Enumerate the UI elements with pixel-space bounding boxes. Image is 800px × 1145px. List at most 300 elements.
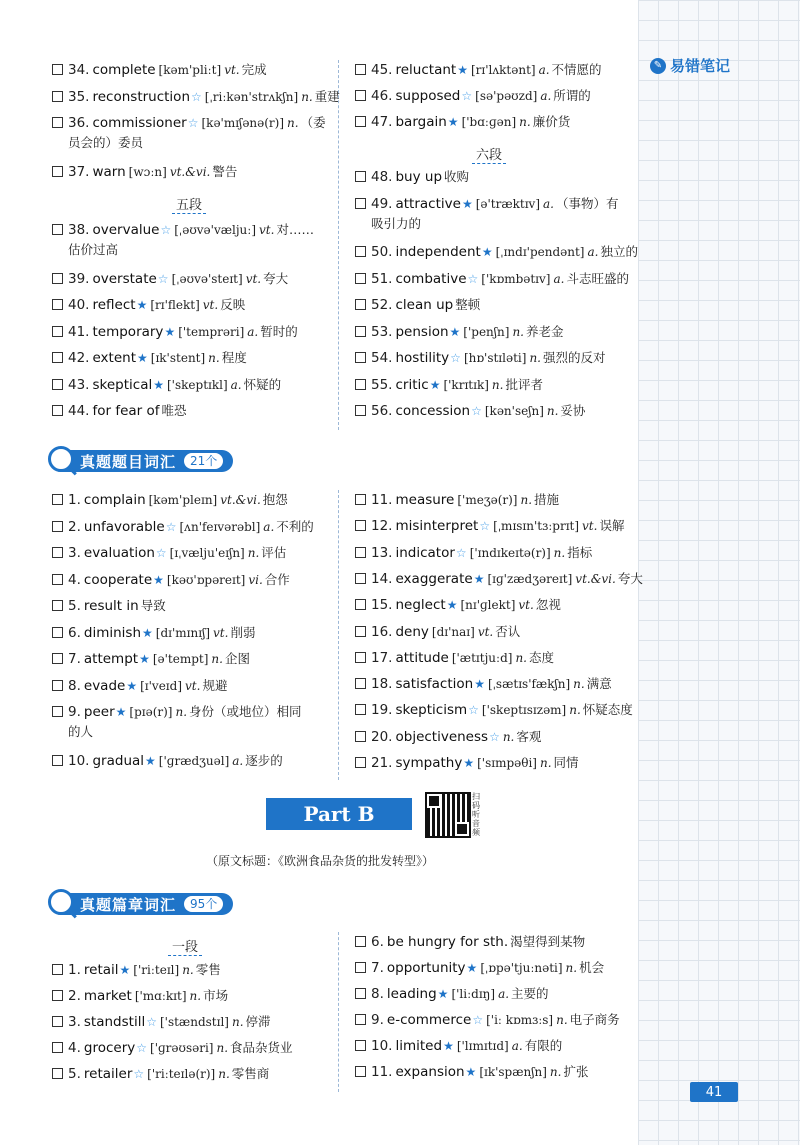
entry-number: 3. [68, 1014, 81, 1030]
entry-word: temporary [92, 323, 164, 340]
vocab-entry [355, 753, 579, 773]
entry-number: 12. [371, 518, 393, 535]
star-icon: ★ [153, 377, 164, 392]
entry-definition: 评估 [261, 545, 287, 560]
checkbox-icon[interactable] [355, 704, 366, 715]
qr-code-icon[interactable] [425, 792, 471, 838]
entry-word: peer [83, 704, 115, 720]
entry-definition: 客观 [516, 728, 542, 744]
entry-number: 1. [68, 962, 81, 978]
checkbox-icon[interactable] [52, 680, 63, 691]
star-outline-icon: ☆ [450, 351, 461, 365]
vocab-entry [355, 490, 559, 510]
entry-phonetic: ['krɪtɪk] [443, 377, 489, 392]
vocab-entry [355, 595, 561, 615]
entry-word: objectiveness [395, 728, 489, 745]
entry-number: 35. [68, 88, 90, 105]
checkbox-icon[interactable] [355, 520, 366, 531]
entry-word: exaggerate [395, 570, 473, 587]
checkbox-icon[interactable] [52, 224, 63, 235]
entry-word: retail [83, 962, 119, 978]
entry-phonetic: ['riːteɪlə(r)] [147, 1067, 216, 1081]
checkbox-icon[interactable] [52, 91, 63, 102]
entry-number: 46. [371, 88, 393, 104]
entry-phonetic: [pɪə(r)] [129, 705, 173, 719]
vocab-entry [355, 569, 643, 589]
entry-phonetic: ['skeptɪkl] [167, 377, 228, 392]
vocab-entry [355, 60, 602, 80]
entry-word: combative [395, 270, 467, 287]
entry-part-of-speech: n. [216, 1041, 229, 1055]
entry-word: cooperate [83, 571, 153, 588]
vocab-entry [52, 60, 267, 80]
entry-part-of-speech: a. [232, 753, 244, 768]
entry-part-of-speech: a. [263, 519, 275, 534]
entry-word: indicator [395, 544, 455, 561]
checkbox-icon[interactable] [52, 117, 63, 128]
entry-definition: 妥协 [560, 403, 586, 418]
star-icon: ★ [474, 677, 485, 692]
vocab-entry [52, 269, 288, 289]
entry-word: opportunity [386, 960, 466, 976]
checkbox-icon[interactable] [52, 299, 63, 310]
entry-definition: 渴望得到某物 [510, 934, 586, 949]
magnifier-icon [48, 889, 74, 915]
entry-phonetic: ['bɑːɡən] [461, 115, 517, 129]
error-notes-label: 易错笔记 [670, 57, 731, 75]
entry-definition: 态度 [528, 649, 554, 665]
section-count: 21个 [184, 453, 223, 469]
entry-word: retailer [83, 1066, 133, 1082]
star-icon: ★ [461, 196, 473, 211]
vocab-entry [355, 167, 469, 187]
entry-word: pension [395, 323, 449, 340]
star-icon: ★ [457, 63, 468, 77]
qr-caption: 扫码听音频 [472, 792, 480, 837]
entry-word: independent [395, 244, 481, 260]
star-outline-icon: ☆ [191, 89, 202, 104]
entry-word: market [83, 988, 132, 1004]
entry-phonetic: [ˌriːkən'strʌkʃn] [204, 89, 299, 104]
checkbox-icon[interactable] [355, 405, 366, 416]
entry-number: 54. [371, 350, 393, 366]
vocab-entry [52, 570, 290, 590]
checkbox-icon[interactable] [52, 990, 63, 1001]
entry-definition: 怀疑的 [243, 376, 282, 392]
checkbox-icon[interactable] [52, 521, 63, 532]
entry-number: 40. [68, 297, 90, 313]
entry-number: 9. [371, 1012, 384, 1028]
entry-number: 10. [68, 752, 90, 769]
checkbox-icon[interactable] [355, 116, 366, 127]
entry-definition: 零售商 [231, 1066, 270, 1081]
entry-definition: 满意 [586, 676, 612, 692]
checkbox-icon[interactable] [355, 757, 366, 768]
vocab-entry [355, 269, 629, 289]
star-icon: ★ [443, 1039, 454, 1053]
entry-number: 2. [68, 518, 81, 535]
entry-phonetic: ['ɡrædʒuəl] [158, 753, 230, 768]
entry-word: gradual [92, 752, 145, 769]
entry-definition: 否认 [495, 623, 521, 639]
vocab-entry [355, 401, 585, 421]
vocab-entry [355, 86, 591, 106]
entry-number: 6. [371, 934, 384, 950]
entry-phonetic: ['iː kɒmɜːs] [486, 1013, 554, 1027]
entry-part-of-speech: n. [546, 404, 559, 418]
entry-word: reconstruction [92, 88, 190, 105]
entry-definition: 所谓的 [553, 88, 591, 103]
checkbox-icon[interactable] [355, 547, 366, 558]
checkbox-icon[interactable] [52, 653, 63, 664]
entry-number: 39. [68, 270, 90, 287]
checkbox-icon[interactable] [52, 405, 63, 416]
checkbox-icon[interactable] [52, 273, 63, 284]
entry-part-of-speech: n. [565, 961, 578, 975]
entry-definition: 夸大 [617, 570, 643, 586]
checkbox-icon[interactable] [355, 246, 366, 257]
vocab-entry [355, 932, 585, 952]
checkbox-icon[interactable] [355, 1014, 366, 1025]
entry-phonetic: [ɪɡ'zædʒəreɪt] [487, 571, 573, 586]
checkbox-icon[interactable] [52, 352, 63, 363]
entry-definition: 食品杂货业 [230, 1040, 293, 1055]
entry-definition: 误解 [599, 518, 625, 534]
vocab-entry [52, 401, 187, 421]
entry-definition: 规避 [202, 677, 228, 693]
entry-definition: 整顿 [455, 297, 481, 312]
vocab-entry [52, 1038, 293, 1058]
entry-word: leading [386, 986, 437, 1002]
entry-number: 8. [68, 677, 81, 694]
entry-word: complain [83, 492, 146, 508]
entry-part-of-speech: n. [549, 1065, 562, 1079]
vocab-entry [52, 162, 237, 182]
checkbox-icon[interactable] [52, 1068, 63, 1079]
star-outline-icon: ☆ [157, 271, 169, 286]
vocab-entry [355, 674, 612, 694]
checkbox-icon[interactable] [355, 379, 366, 390]
entry-phonetic: [dɪ'mɪnɪʃ] [155, 625, 211, 640]
entry-number: 41. [68, 323, 90, 340]
entry-phonetic: [kə'mɪʃənə(r)] [201, 116, 285, 130]
entry-part-of-speech: a. [543, 196, 554, 211]
checkbox-icon[interactable] [52, 494, 63, 505]
star-outline-icon: ☆ [468, 703, 479, 718]
entry-number: 56. [371, 403, 393, 419]
entry-definition-continued: 员会的）委员 [68, 135, 144, 150]
checkbox-icon[interactable] [355, 326, 366, 337]
entry-part-of-speech: a. [230, 377, 242, 392]
entry-word: skepticism [395, 702, 468, 719]
star-icon: ★ [466, 961, 478, 975]
entry-phonetic: [ˌmɪsɪn'tɜːprɪt] [493, 519, 580, 534]
vocab-entry [52, 596, 166, 616]
checkbox-icon[interactable] [52, 574, 63, 585]
entry-definition: 逐步的 [245, 752, 283, 768]
vocab-entry [355, 727, 541, 747]
entry-definition: （委 [300, 115, 326, 130]
entry-definition: 收购 [444, 169, 470, 184]
star-outline-icon: ☆ [187, 116, 199, 130]
entry-definition-continued: 吸引力的 [371, 215, 422, 231]
checkbox-icon[interactable] [355, 198, 366, 209]
entry-word: attractive [395, 195, 461, 212]
entry-phonetic: [ˌəʊvə'steɪt] [171, 271, 243, 286]
section-header-passage-vocab [50, 893, 233, 915]
entry-word: clean up [395, 297, 454, 313]
star-outline-icon: ☆ [165, 519, 177, 534]
checkbox-icon[interactable] [52, 379, 63, 390]
entry-phonetic: ['skeptɪsɪzəm] [481, 703, 567, 718]
entry-word: expansion [395, 1064, 465, 1080]
entry-phonetic: ['sɪmpəθi] [477, 756, 537, 770]
vocab-entry [52, 375, 281, 395]
entry-number: 18. [371, 676, 393, 693]
entry-definition: 廉价货 [532, 114, 571, 129]
entry-definition: 完成 [241, 62, 267, 77]
error-notes-badge [650, 55, 730, 76]
entry-part-of-speech: n. [247, 546, 260, 560]
checkbox-icon[interactable] [355, 494, 366, 505]
entry-number: 42. [68, 350, 90, 366]
vocab-entry [52, 623, 255, 643]
vocab-entry [52, 87, 340, 107]
checkbox-icon[interactable] [355, 936, 366, 947]
checkbox-icon[interactable] [355, 678, 366, 689]
entry-phonetic: ['penʃn] [463, 324, 510, 339]
checkbox-icon[interactable] [355, 352, 366, 363]
vocab-entry [355, 1036, 562, 1056]
part-b-banner: Part B [266, 798, 412, 830]
entry-number: 15. [371, 597, 393, 614]
entry-word: standstill [83, 1014, 146, 1030]
vocab-entry [355, 322, 564, 342]
entry-number: 3. [68, 545, 81, 561]
entry-phonetic: [ɪk'stent] [150, 351, 206, 365]
entry-part-of-speech: n. [515, 650, 527, 665]
checkbox-icon[interactable] [355, 1066, 366, 1077]
entry-definition: 批评者 [505, 376, 543, 392]
vocab-entry [355, 648, 554, 668]
checkbox-icon[interactable] [355, 1040, 366, 1051]
entry-phonetic: [kəʊ'ɒpəreɪt] [166, 572, 246, 587]
entry-phonetic: ['stændstɪl] [159, 1015, 229, 1029]
entry-definition: 电子商务 [569, 1012, 620, 1027]
entry-definition: 主要的 [511, 986, 549, 1001]
entry-part-of-speech: n. [211, 652, 223, 666]
column-divider [338, 932, 339, 1092]
checkbox-icon[interactable] [52, 755, 63, 766]
entry-part-of-speech: n. [553, 545, 566, 560]
star-icon: ★ [126, 678, 138, 693]
star-outline-icon: ☆ [471, 404, 482, 418]
entry-phonetic: ['mɑːkɪt] [134, 989, 187, 1003]
entry-part-of-speech: vi. [248, 572, 263, 587]
checkbox-icon[interactable] [52, 1016, 63, 1027]
checkbox-icon[interactable] [355, 273, 366, 284]
entry-number: 19. [371, 702, 393, 719]
entry-part-of-speech: vt. [477, 624, 494, 639]
star-outline-icon: ☆ [489, 729, 500, 744]
checkbox-icon[interactable] [355, 90, 366, 101]
star-outline-icon: ☆ [133, 1067, 145, 1081]
checkbox-icon[interactable] [52, 1042, 63, 1053]
entry-number: 13. [371, 544, 393, 561]
star-outline-icon: ☆ [146, 1015, 157, 1029]
entry-word: warn [92, 163, 126, 180]
entry-definition: 斗志旺盛的 [566, 270, 629, 286]
entry-phonetic: [kəm'pleɪn] [148, 493, 218, 507]
entry-number: 16. [371, 623, 393, 640]
checkbox-icon[interactable] [355, 731, 366, 742]
entry-number: 4. [68, 1040, 81, 1056]
entry-number: 11. [371, 492, 393, 508]
entry-definition: 不利的 [276, 518, 314, 534]
checkbox-icon[interactable] [355, 962, 366, 973]
entry-phonetic: [ɪˌvælju'eɪʃn] [169, 546, 245, 560]
checkbox-icon[interactable] [355, 626, 366, 637]
entry-definition: 市场 [203, 988, 229, 1003]
checkbox-icon[interactable] [355, 171, 366, 182]
star-outline-icon: ☆ [136, 1041, 148, 1055]
grid-paper-margin [638, 0, 800, 1145]
checkbox-icon[interactable] [52, 326, 63, 337]
vocab-entry [52, 702, 332, 742]
vocab-entry [52, 751, 283, 771]
entry-word: limited [395, 1038, 443, 1054]
entry-part-of-speech: n. [189, 989, 202, 1003]
entry-number: 50. [371, 244, 393, 260]
vocab-entry [52, 490, 288, 510]
entry-number: 1. [68, 492, 81, 508]
entry-number: 10. [371, 1038, 393, 1054]
entry-word: attempt [83, 651, 139, 667]
pen-circle-icon: ✎ [650, 58, 666, 74]
entry-word: be hungry for sth. [386, 934, 509, 950]
entry-definition: 怀疑态度 [582, 702, 633, 718]
entry-number: 14. [371, 570, 393, 587]
star-icon: ★ [447, 115, 459, 129]
entry-word: bargain [395, 114, 447, 130]
entry-part-of-speech: vt. [582, 519, 598, 534]
paragraph-label-6: 六段 [472, 144, 506, 164]
vocab-entry [52, 676, 227, 696]
star-icon: ★ [446, 598, 458, 613]
vocab-entry [52, 113, 332, 153]
entry-number: 21. [371, 755, 393, 771]
paragraph-label-1: 一段 [168, 936, 202, 956]
vocab-entry [355, 516, 624, 536]
entry-word: skeptical [92, 376, 153, 393]
star-icon: ★ [481, 245, 493, 259]
entry-part-of-speech: n. [491, 377, 504, 392]
entry-phonetic: [dɪ'naɪ] [431, 624, 475, 639]
checkbox-icon[interactable] [52, 547, 63, 558]
entry-number: 20. [371, 728, 393, 745]
vocab-entry [355, 242, 638, 262]
entry-definition: 夸大 [263, 270, 289, 286]
entry-number: 44. [68, 403, 90, 419]
entry-part-of-speech: n. [287, 116, 299, 130]
checkbox-icon[interactable] [355, 599, 366, 610]
entry-word: overvalue [92, 222, 160, 238]
entry-part-of-speech: n. [502, 729, 515, 744]
entry-phonetic: ['ɡrəʊsəri] [150, 1041, 214, 1055]
star-icon: ★ [473, 571, 485, 586]
vocab-entry [52, 649, 250, 669]
entry-definition: 不情愿的 [551, 62, 602, 77]
entry-number: 43. [68, 376, 90, 393]
entry-word: evaluation [83, 545, 155, 561]
entry-phonetic: [hɒ'stɪləti] [463, 351, 527, 365]
checkbox-icon[interactable] [355, 988, 366, 999]
vocab-entry [355, 700, 633, 720]
entry-definition: 养老金 [526, 323, 564, 339]
section-title: 真题篇章词汇 [80, 895, 177, 914]
vocab-entry [355, 958, 604, 978]
entry-part-of-speech: vt. [259, 223, 275, 237]
entry-phonetic: [ɪ'veɪd] [140, 678, 183, 693]
entry-word: concession [395, 403, 471, 419]
vocab-entry [355, 1062, 588, 1082]
vocab-entry [355, 348, 606, 368]
entry-number: 37. [68, 163, 90, 180]
entry-definition: 独立的 [600, 244, 638, 259]
entry-definition: 强烈的反对 [542, 350, 606, 365]
checkbox-icon[interactable] [355, 573, 366, 584]
checkbox-icon[interactable] [355, 64, 366, 75]
checkbox-icon[interactable] [52, 706, 63, 717]
section-title: 真题题目词汇 [80, 452, 177, 471]
star-icon: ★ [142, 625, 153, 640]
checkbox-icon[interactable] [355, 652, 366, 663]
entry-definition: 停滞 [245, 1014, 271, 1029]
entry-phonetic: [ˌɪndɪ'pendənt] [495, 245, 585, 259]
paragraph-label-5: 五段 [172, 194, 206, 214]
checkbox-icon[interactable] [52, 600, 63, 611]
entry-definition: 机会 [579, 960, 605, 975]
entry-part-of-speech: n. [529, 351, 541, 365]
star-outline-icon: ☆ [479, 519, 491, 534]
entry-part-of-speech: vt. [202, 298, 219, 312]
vocab-entry [355, 984, 549, 1004]
entry-number: 47. [371, 114, 393, 130]
vocab-entry [52, 295, 245, 315]
entry-word: critic [395, 376, 429, 393]
checkbox-icon[interactable] [52, 627, 63, 638]
checkbox-icon[interactable] [355, 299, 366, 310]
star-icon: ★ [119, 963, 131, 977]
vocab-entry [355, 543, 592, 563]
entry-definition: （事物）有 [555, 195, 619, 211]
entry-phonetic: ['liːdɪŋ] [451, 987, 496, 1001]
checkbox-icon[interactable] [52, 64, 63, 75]
checkbox-icon[interactable] [52, 964, 63, 975]
entry-word: diminish [83, 624, 142, 641]
entry-part-of-speech: n. [208, 351, 220, 365]
entry-part-of-speech: n. [218, 1067, 230, 1081]
star-icon: ★ [137, 351, 148, 365]
vocab-entry [355, 112, 570, 132]
entry-definition: 合作 [264, 571, 290, 587]
entry-definition: 暂时的 [260, 323, 298, 339]
entry-word: reflect [92, 297, 136, 313]
checkbox-icon[interactable] [52, 166, 63, 177]
entry-word: evade [83, 677, 126, 694]
entry-definition: 重建 [314, 88, 340, 104]
entry-phonetic: [ʌn'feɪvərəbl] [179, 519, 261, 534]
